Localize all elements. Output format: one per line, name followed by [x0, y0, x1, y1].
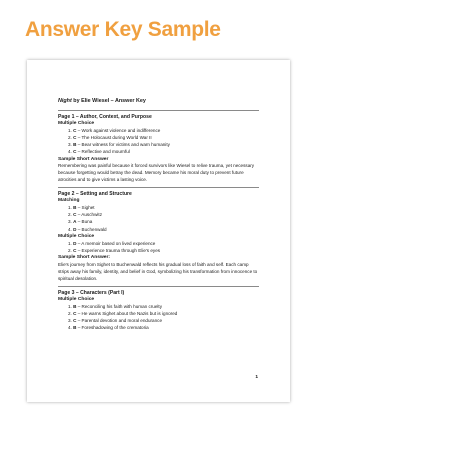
- section-heading: Page 3 – Characters (Part I): [58, 286, 259, 296]
- subsection-label: Sample Short Answer:: [58, 255, 110, 261]
- answer-item: 2. C – The Holocaust during World War II: [68, 134, 152, 140]
- answer-item: 1. B – Sighet: [68, 205, 95, 211]
- short-answer-text: Remembering was painful because it forced survivors like Wiesel to relive trauma, yet necessary because forgetting would betray the dead. Memory became his moral duty to prevent future atrocities and to give victims a lasting voice.: [58, 163, 255, 183]
- subsection-label: Sample Short Answer: [58, 156, 109, 162]
- short-answer-text: Elie's journey from Sighet to Buchenwald reflects his gradual loss of faith and self. Each camp strips away his family, identity, and belief in God, symbolizing his transformation from innocence to spiritual desolation.: [58, 261, 258, 281]
- document-title: [58, 98, 259, 104]
- subsection-label: Matching: [58, 198, 80, 204]
- section-heading: Page 1 – Author, Context, and Purpose: [58, 110, 259, 120]
- page-heading: Answer Key Sample: [25, 18, 221, 41]
- answer-item: 4. C – Reflective and mournful: [68, 149, 130, 155]
- answer-item: 3. B – Bear witness for victims and warn humanity: [68, 141, 170, 147]
- answer-item: 4. D – Buchenwald: [68, 226, 107, 232]
- answer-item: 1. B – Reconciling his faith with human cruelty: [68, 303, 162, 309]
- section-heading: Page 2 – Setting and Structure: [58, 187, 259, 197]
- book-title: Night: [58, 98, 72, 104]
- answer-item: 2. C – Experience trauma through Elie's eyes: [68, 247, 161, 253]
- subsection-label: Multiple Choice: [58, 297, 95, 303]
- document-page: [27, 60, 290, 402]
- answer-item: 3. C – Parental devotion and moral endurance: [68, 318, 163, 324]
- answer-item: 1. D – A memoir based on lived experience: [68, 240, 156, 246]
- answer-item: 3. A – Buna: [68, 219, 93, 225]
- page-number: 1: [255, 375, 258, 380]
- answer-item: 1. C – Work against violence and indifference: [68, 127, 161, 133]
- answer-item: 2. C – Auschwitz: [68, 212, 102, 218]
- subsection-label: Multiple Choice: [58, 120, 95, 126]
- title-suffix: by Elie Wiesel – Answer Key: [71, 98, 146, 104]
- subsection-label: Multiple Choice: [58, 234, 95, 240]
- answer-item: 2. C – He warns Sighet about the Nazis but is ignored: [68, 310, 178, 316]
- answer-item: 4. B – Foreshadowing of the crematoria: [68, 325, 149, 331]
